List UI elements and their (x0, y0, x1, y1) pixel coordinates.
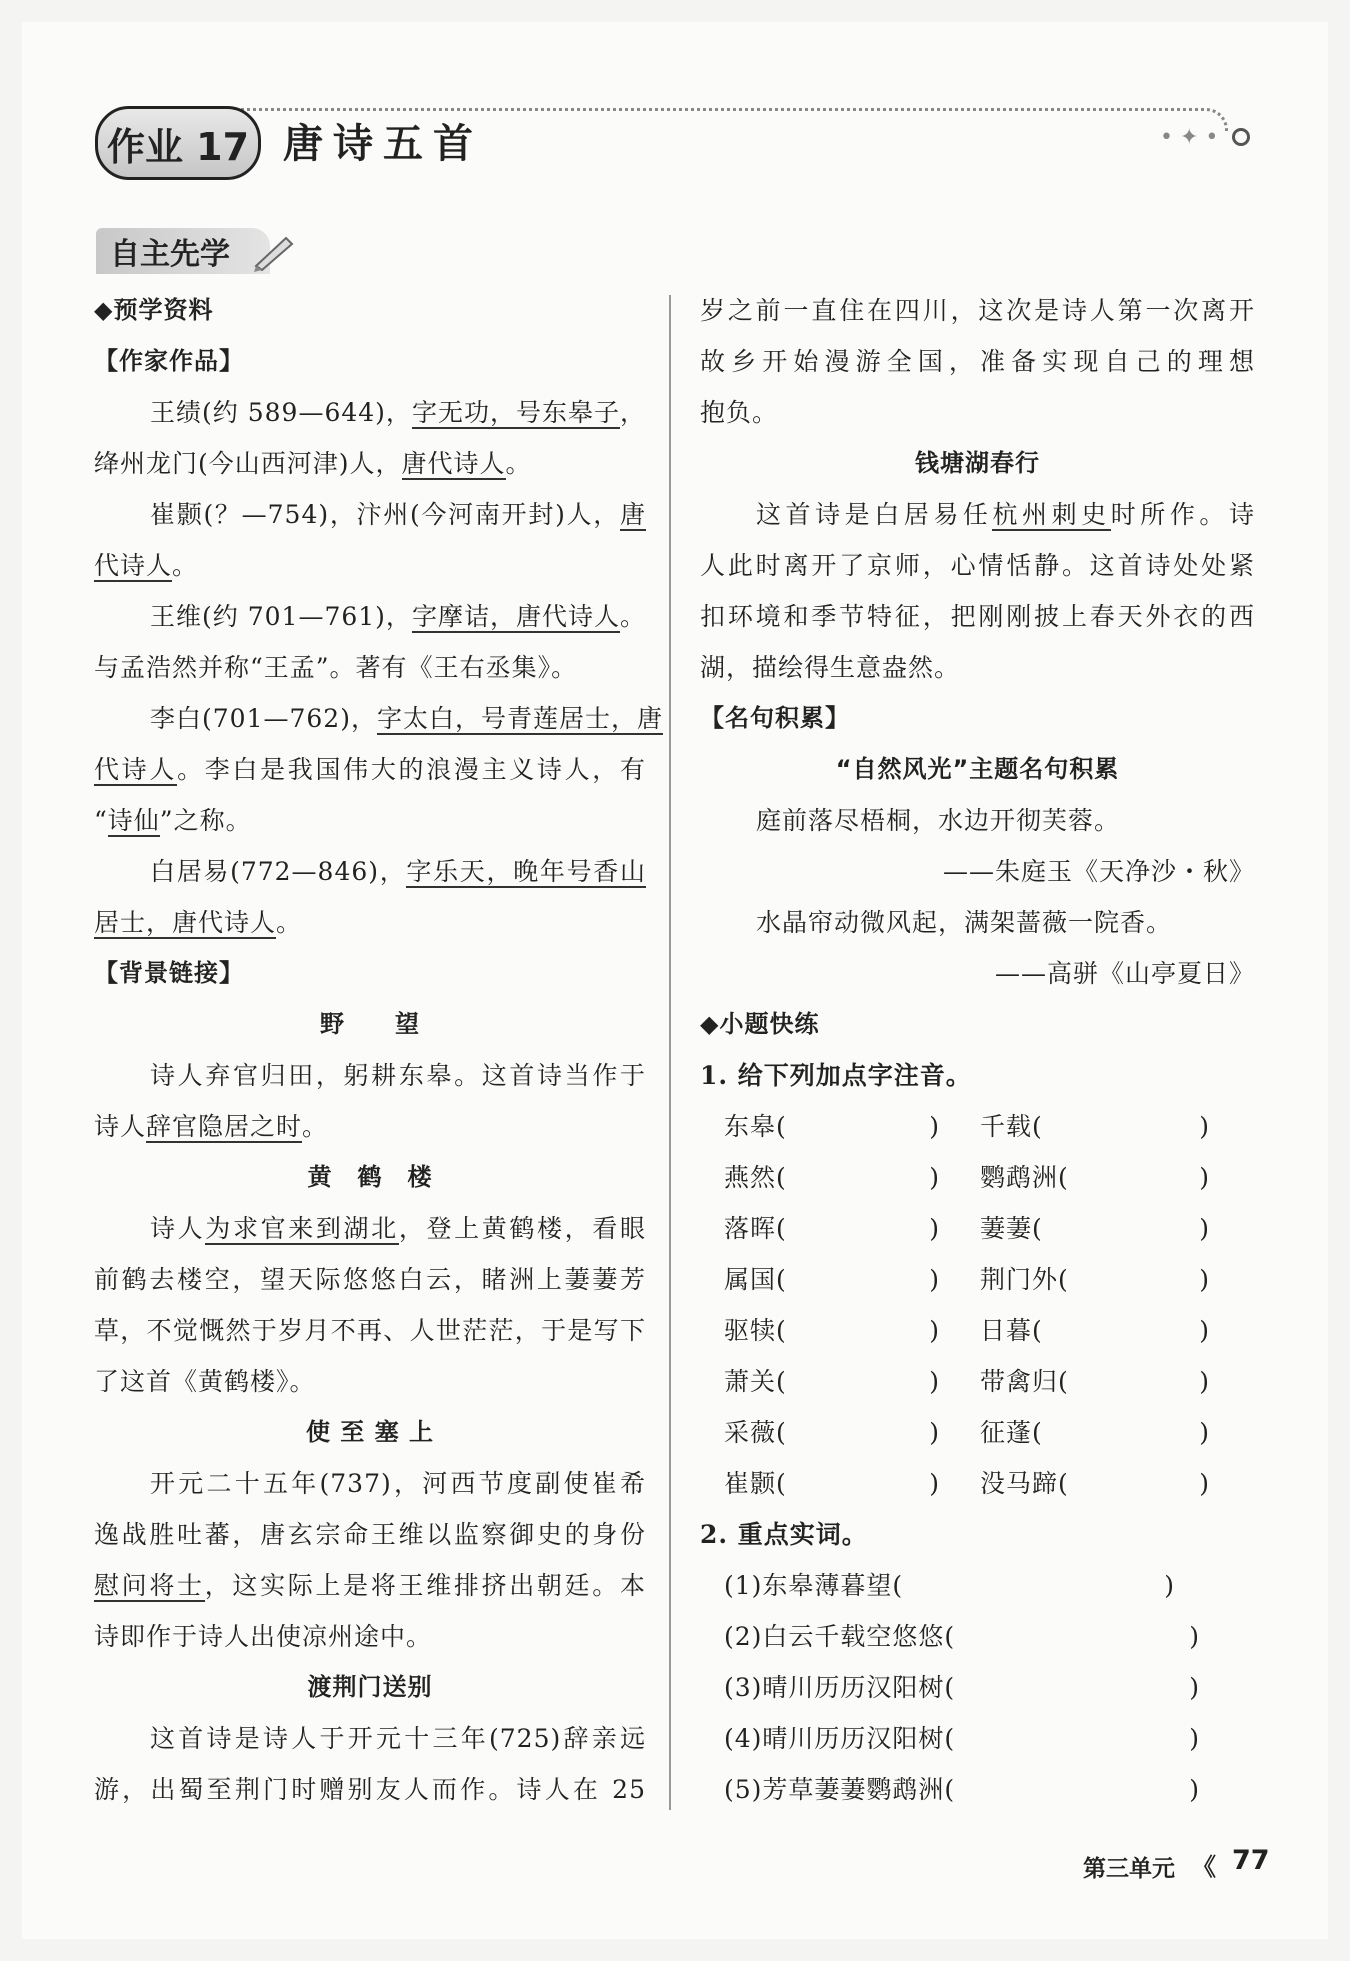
text-line: 白居易(772—846)，字乐天，晚年号香山 (150, 857, 646, 886)
pinyin-word: 征蓬( (980, 1418, 1043, 1447)
quote-line: 庭前落尽梧桐，水边开彻芙蓉。 (756, 806, 1121, 835)
word-text: (3)晴川历历汉阳树( (724, 1673, 956, 1702)
pinyin-word: 落晖( (724, 1214, 787, 1243)
pinyin-item (700, 1305, 980, 1356)
text-line: 代诗人。李白是我国伟大的浪漫主义诗人，有 (94, 755, 646, 784)
pinyin-item (980, 1101, 1220, 1152)
answer-blank[interactable]: ) (929, 1367, 940, 1396)
pinyin-item (980, 1356, 1220, 1407)
circle-icon (1232, 128, 1250, 146)
right-column (700, 285, 1255, 1815)
word-text: (4)晴川历历汉阳树( (724, 1724, 956, 1753)
quote-source: ——朱庭玉《天净沙・秋》 (942, 857, 1255, 886)
word-item (700, 1560, 1255, 1611)
poem-title: 野 望 (320, 1010, 420, 1038)
answer-blank[interactable]: ) (929, 1112, 940, 1141)
words-list (700, 1560, 1255, 1815)
pinyin-item (980, 1152, 1220, 1203)
answer-blank[interactable]: ) (1189, 1673, 1200, 1702)
text-line: 草，不觉慨然于岁月不再、人世茫茫，于是写下 (94, 1316, 646, 1345)
text-line: 慰问将士，这实际上是将王维排挤出朝廷。本 (94, 1571, 646, 1600)
left-column (94, 285, 663, 1815)
text-line: 诗即作于诗人出使凉州途中。 (94, 1622, 433, 1651)
pinyin-item (700, 1203, 980, 1254)
pinyin-word: 萋萋( (980, 1214, 1043, 1243)
text-line: 故乡开始漫游全国，准备实现自己的理想 (700, 347, 1255, 376)
text-line: 扣环境和季节特征，把刚刚披上春天外衣的西 (700, 602, 1255, 631)
answer-blank[interactable]: ) (1199, 1265, 1210, 1294)
text-line: 人此时离开了京师，心情恬静。这首诗处处紧 (700, 551, 1255, 580)
text-line: 诗人为求官来到湖北，登上黄鹤楼，看眼 (150, 1214, 646, 1243)
pinyin-word: 日暮( (980, 1316, 1043, 1345)
poem-title: 渡荆门送别 (307, 1673, 433, 1701)
pinyin-word: 没马蹄( (980, 1469, 1069, 1498)
pinyin-item (980, 1305, 1220, 1356)
page-title: 唐诗五首 (283, 121, 483, 167)
answer-blank[interactable]: ) (929, 1265, 940, 1294)
text-line: 居士，唐代诗人。 (94, 908, 303, 937)
word-item (700, 1662, 1255, 1713)
pinyin-word: 鹦鹉洲( (980, 1163, 1069, 1192)
text-line: 王绩(约 589—644)，字无功，号东皋子， (150, 398, 646, 427)
answer-blank[interactable]: ) (1164, 1571, 1175, 1600)
answer-blank[interactable]: ) (1199, 1367, 1210, 1396)
answer-blank[interactable]: ) (929, 1316, 940, 1345)
page-number: 77 (1232, 1845, 1270, 1876)
writers-heading: 【作家作品】 (94, 347, 244, 375)
text-line: 游，出蜀至荆门时赠别友人而作。诗人在 25 (94, 1775, 646, 1804)
pinyin-row (700, 1254, 1255, 1305)
section-tab-label: 自主先学 (110, 237, 230, 272)
pinyin-item (980, 1458, 1220, 1509)
answer-blank[interactable]: ) (1199, 1316, 1210, 1345)
text-line: 岁之前一直住在四川，这次是诗人第一次离开 (700, 296, 1255, 325)
pinyin-word: 属国( (724, 1265, 787, 1294)
word-text: (2)白云千载空悠悠( (724, 1622, 956, 1651)
text-line: 与孟浩然并称“王孟”。著有《王右丞集》。 (94, 653, 578, 682)
pinyin-row (700, 1101, 1255, 1152)
pinyin-word: 荆门外( (980, 1265, 1069, 1294)
pinyin-item (700, 1407, 980, 1458)
poem-title: 黄 鹤 楼 (307, 1163, 433, 1191)
text-line: 开元二十五年(737)，河西节度副使崔希 (150, 1469, 646, 1498)
word-text: (1)东皋薄暮望( (724, 1571, 904, 1600)
pinyin-row (700, 1356, 1255, 1407)
poem-title: 使 至 塞 上 (305, 1418, 435, 1446)
text-line: 了这首《黄鹤楼》。 (94, 1367, 316, 1396)
pinyin-item (980, 1407, 1220, 1458)
pinyin-word: 萧关( (724, 1367, 787, 1396)
pinyin-grid (700, 1101, 1255, 1509)
chevron-left-icon: 《 (1192, 1853, 1216, 1881)
practice-heading: ◆小题快练 (700, 1010, 820, 1038)
word-item (700, 1764, 1255, 1815)
pinyin-row (700, 1152, 1255, 1203)
answer-blank[interactable]: ) (1199, 1418, 1210, 1447)
pinyin-row (700, 1203, 1255, 1254)
text-line: 前鹤去楼空，望天际悠悠白云，睹洲上萋萋芳 (94, 1265, 646, 1294)
pinyin-word: 驱犊( (724, 1316, 787, 1345)
pinyin-item (700, 1458, 980, 1509)
answer-blank[interactable]: ) (1189, 1724, 1200, 1753)
pinyin-word: 采薇( (724, 1418, 787, 1447)
homework-badge: 作业 17 (95, 106, 261, 180)
text-line: 抱负。 (700, 398, 779, 427)
answer-blank[interactable]: ) (929, 1214, 940, 1243)
text-line: 绛州龙门(今山西河津)人，唐代诗人。 (94, 449, 532, 478)
text-line: 诗人弃官归田，躬耕东皋。这首诗当作于 (150, 1061, 646, 1090)
text-line: 这首诗是白居易任杭州刺史时所作。诗 (756, 500, 1255, 529)
quote-source: ——高骈《山亭夏日》 (994, 959, 1255, 988)
unit-label: 第三单元 (1083, 1856, 1175, 1882)
background-heading: 【背景链接】 (94, 959, 244, 987)
text-line: 诗人辞官隐居之时。 (94, 1112, 329, 1141)
text-line: 代诗人。 (94, 551, 199, 580)
word-item (700, 1611, 1255, 1662)
quotes-theme: “自然风光”主题名句积累 (835, 755, 1120, 783)
pencil-icon (250, 232, 298, 272)
text-line: “诗仙”之称。 (94, 806, 252, 835)
answer-blank[interactable]: ) (929, 1469, 940, 1498)
text-line: 李白(701—762)，字太白，号青莲居士，唐 (150, 704, 663, 733)
pinyin-word: 千载( (980, 1112, 1043, 1141)
answer-blank[interactable]: ) (1199, 1469, 1210, 1498)
preview-heading: ◆预学资料 (94, 296, 214, 324)
text-line: 崔颢(？—754)，汴州(今河南开封)人，唐 (150, 500, 646, 529)
pinyin-row (700, 1407, 1255, 1458)
word-item (700, 1713, 1255, 1764)
pinyin-row (700, 1305, 1255, 1356)
quotes-heading: 【名句积累】 (700, 704, 850, 732)
pinyin-row (700, 1458, 1255, 1509)
answer-blank[interactable]: ) (929, 1418, 940, 1447)
answer-blank[interactable]: ) (1189, 1775, 1200, 1804)
pinyin-item (980, 1203, 1220, 1254)
word-text: (5)芳草萋萋鹦鹉洲( (724, 1775, 956, 1804)
text-line: 这首诗是诗人于开元十三年(725)辞亲远 (150, 1724, 646, 1753)
column-divider (669, 295, 671, 1810)
quote-line: 水晶帘动微风起，满架蔷薇一院香。 (756, 908, 1173, 937)
pinyin-word: 带禽归( (980, 1367, 1069, 1396)
pinyin-item (980, 1254, 1220, 1305)
poem-title: 钱塘湖春行 (915, 449, 1040, 477)
pinyin-item (700, 1152, 980, 1203)
text-line: 王维(约 701—761)，字摩诘，唐代诗人。 (150, 602, 646, 631)
pinyin-item (700, 1254, 980, 1305)
pinyin-word: 燕然( (724, 1163, 787, 1192)
answer-blank[interactable]: ) (1199, 1214, 1210, 1243)
pinyin-item (700, 1356, 980, 1407)
text-line: 逸战胜吐蕃，唐玄宗命王维以监察御史的身份 (94, 1520, 646, 1549)
answer-blank[interactable]: ) (1199, 1163, 1210, 1192)
section-tab (96, 228, 270, 274)
pinyin-word: 崔颢( (724, 1469, 787, 1498)
question-2: 2. 重点实词。 (700, 1520, 868, 1549)
question-1: 1. 给下列加点字注音。 (700, 1061, 972, 1090)
answer-blank[interactable]: ) (1199, 1112, 1210, 1141)
pinyin-word: 东皋( (724, 1112, 787, 1141)
sparkle-icon: • ✦ • (1160, 125, 1219, 150)
answer-blank[interactable]: ) (929, 1163, 940, 1192)
answer-blank[interactable]: ) (1189, 1622, 1200, 1651)
text-line: 湖，描绘得生意盎然。 (700, 653, 961, 682)
pinyin-item (700, 1101, 980, 1152)
